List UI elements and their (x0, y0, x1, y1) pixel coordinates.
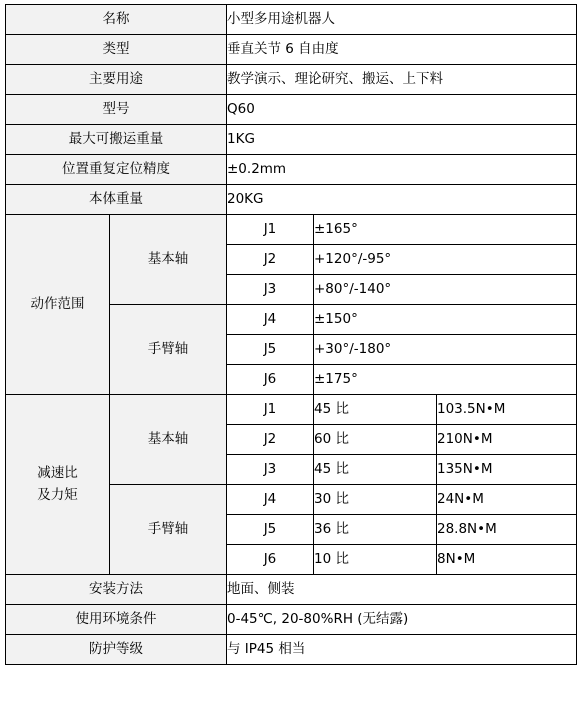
spec-row-type (6, 35, 577, 65)
axis-id: J3 (227, 275, 314, 305)
spec-value: 垂直关节 6 自由度 (227, 35, 577, 65)
spec-sheet (5, 4, 577, 665)
spec-row-body-weight (6, 185, 577, 215)
axis-ratio: 10 比 (314, 545, 437, 575)
axis-torque: 135N•M (437, 455, 577, 485)
reduction-label-line1: 减速比 (37, 464, 78, 481)
axis-torque: 210N•M (437, 425, 577, 455)
axis-range: +120°/-95° (314, 245, 577, 275)
axis-ratio: 60 比 (314, 425, 437, 455)
motion-base-axis-label: 基本轴 (110, 215, 227, 305)
axis-id: J5 (227, 515, 314, 545)
spec-row-use (6, 65, 577, 95)
spec-label: 位置重复定位精度 (6, 155, 227, 185)
axis-range: +30°/-180° (314, 335, 577, 365)
axis-torque: 24N•M (437, 485, 577, 515)
spec-label: 类型 (6, 35, 227, 65)
spec-value: ±0.2mm (227, 155, 577, 185)
spec-row-model (6, 95, 577, 125)
motion-row (6, 215, 577, 245)
axis-id: J3 (227, 455, 314, 485)
spec-label: 防护等级 (6, 635, 227, 665)
axis-id: J6 (227, 545, 314, 575)
axis-range: ±165° (314, 215, 577, 245)
spec-label: 主要用途 (6, 65, 227, 95)
axis-range: ±175° (314, 365, 577, 395)
axis-id: J1 (227, 215, 314, 245)
axis-torque: 8N•M (437, 545, 577, 575)
spec-label: 名称 (6, 5, 227, 35)
axis-range: ±150° (314, 305, 577, 335)
reduction-row (6, 395, 577, 425)
spec-value: 与 IP45 相当 (227, 635, 577, 665)
spec-table (5, 4, 577, 665)
spec-row-repeatability (6, 155, 577, 185)
axis-id: J4 (227, 485, 314, 515)
reduction-base-axis-label: 基本轴 (110, 395, 227, 485)
axis-range: +80°/-140° (314, 275, 577, 305)
spec-row-mounting (6, 575, 577, 605)
axis-id: J1 (227, 395, 314, 425)
reduction-label (6, 395, 110, 575)
axis-id: J2 (227, 425, 314, 455)
spec-label: 使用环境条件 (6, 605, 227, 635)
axis-torque: 103.5N•M (437, 395, 577, 425)
spec-label: 型号 (6, 95, 227, 125)
axis-ratio: 30 比 (314, 485, 437, 515)
spec-value: 0-45℃, 20-80%RH (无结露) (227, 605, 577, 635)
axis-ratio: 45 比 (314, 395, 437, 425)
reduction-arm-axis-label: 手臂轴 (110, 485, 227, 575)
spec-row-name (6, 5, 577, 35)
spec-label: 安装方法 (6, 575, 227, 605)
spec-row-protection (6, 635, 577, 665)
spec-value: 20KG (227, 185, 577, 215)
spec-row-payload (6, 125, 577, 155)
spec-value: 地面、侧装 (227, 575, 577, 605)
motion-arm-axis-label: 手臂轴 (110, 305, 227, 395)
spec-label: 最大可搬运重量 (6, 125, 227, 155)
motion-range-label: 动作范围 (6, 215, 110, 395)
axis-id: J5 (227, 335, 314, 365)
spec-value: 小型多用途机器人 (227, 5, 577, 35)
axis-torque: 28.8N•M (437, 515, 577, 545)
axis-id: J6 (227, 365, 314, 395)
axis-ratio: 36 比 (314, 515, 437, 545)
spec-row-environment (6, 605, 577, 635)
spec-value: 1KG (227, 125, 577, 155)
spec-label: 本体重量 (6, 185, 227, 215)
axis-id: J4 (227, 305, 314, 335)
reduction-label-line2: 及力矩 (37, 486, 78, 503)
spec-value: 教学演示、理论研究、搬运、上下料 (227, 65, 577, 95)
axis-ratio: 45 比 (314, 455, 437, 485)
spec-value: Q60 (227, 95, 577, 125)
axis-id: J2 (227, 245, 314, 275)
